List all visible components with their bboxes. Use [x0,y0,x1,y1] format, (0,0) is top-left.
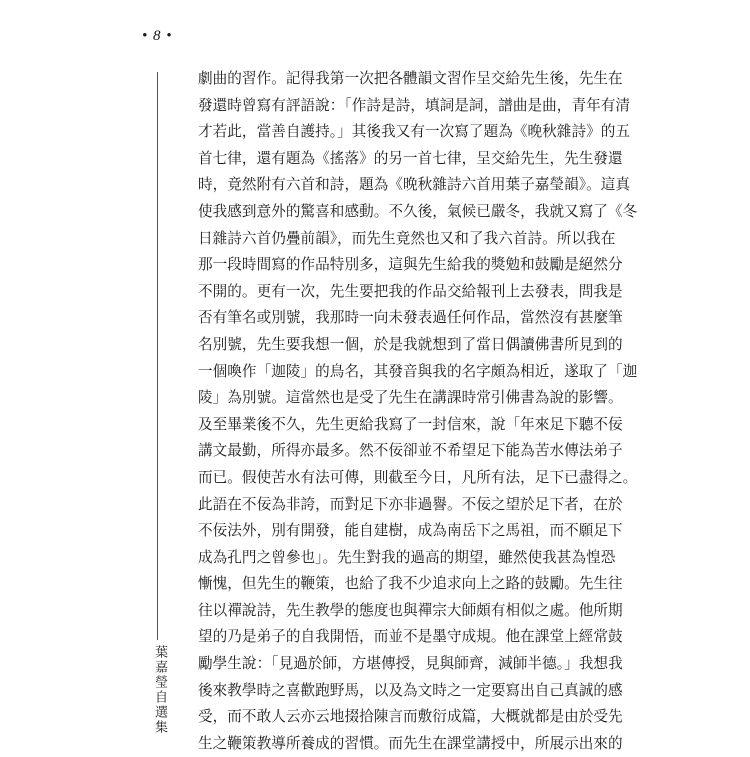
text-line: 一個喚作「迦陵」的鳥名，其發音與我的名字頗為相近，遂取了「迦 [198,362,638,380]
text-line: 此語在不佞為非誇，而對足下亦非過譽。不佞之望於足下者，在於 [198,495,623,513]
text-line: 生之鞭策教導所養成的習慣。而先生在課堂講授中，所展示出來的 [198,734,623,752]
text-line: 及至畢業後不久，先生更給我寫了一封信來，說「年來足下聽不佞 [198,415,623,433]
text-line: 慚愧，但先生的鞭策，也給了我不少追求向上之路的鼓勵。先生往 [198,575,623,593]
text-line: 那一段時間寫的作品特別多，這與先生給我的獎勉和鼓勵是絕然分 [198,256,623,274]
body-text [198,66,638,757]
text-line: 成為孔門之曾參也」。先生對我的過高的期望，雖然使我甚為惶恐 [198,548,616,566]
text-line: 往以禪說詩，先生教學的態度也與禪宗大師頗有相似之處。他所期 [198,601,623,619]
text-line: 劇曲的習作。記得我第一次把各體韻文習作呈交給先生後，先生在 [198,70,623,87]
text-line: 陵」為別號。這當然也是受了先生在講課時常引佛書為說的影響。 [198,389,623,407]
text-line: 使我感到意外的驚喜和感動。不久後，氣候已嚴冬，我就又寫了《冬 [198,202,638,220]
page-number: • 8 • [142,28,173,44]
text-line: 名別號，先生要我想一個，於是我就想到了當日偶讀佛書所見到的 [198,335,623,353]
text-line: 發還時曾寫有評語說：「作詩是詩，填詞是詞，譜曲是曲，青年有清 [198,96,631,114]
text-line: 不佞法外，別有開發，能自建樹，成為南岳下之馬祖，而不願足下 [198,522,623,540]
text-line: 否有筆名或別號，我那時一向未發表過任何作品，當然沒有甚麼筆 [198,309,623,327]
text-line: 勵學生說：「見過於師，方堪傳授，見與師齊，減師半德。」我想我 [198,655,623,673]
text-line: 而已。假使苦水有法可傳，則截至今日，凡所有法，足下已盡得之。 [198,468,638,486]
text-line: 不開的。更有一次，先生要把我的作品交給報刊上去發表，問我是 [198,282,623,300]
text-line: 日雜詩六首仍疊前韻》，而先生竟然也又和了我六首詩。所以我在 [198,229,616,247]
text-line: 時，竟然附有六首和詩，題為《晚秋雜詩六首用葉子嘉瑩韻》。這真 [198,176,631,194]
text-line: 望的乃是弟子的自我開悟，而並不是墨守成規。他在課堂上經常鼓 [198,628,623,646]
text-line: 首七律，還有題為《搖落》的另一首七律，呈交給先生，先生發還 [198,149,623,167]
text-line: 受，而不敢人云亦云地掇拾陳言而敷衍成篇，大概就都是由於受先 [198,708,623,726]
text-line: 才若此，當善自護持。」其後我又有一次寫了題為《晚秋雜詩》的五 [198,123,631,141]
book-title: 葉嘉瑩自選集 [152,645,167,735]
margin-rule [157,72,158,640]
text-line: 後來教學時之喜歡跑野馬，以及為文時之一定要寫出自己真誠的感 [198,681,623,699]
text-line: 講文最勤，所得亦最多。然不佞卻並不希望足下能為苦水傳法弟子 [198,442,623,460]
